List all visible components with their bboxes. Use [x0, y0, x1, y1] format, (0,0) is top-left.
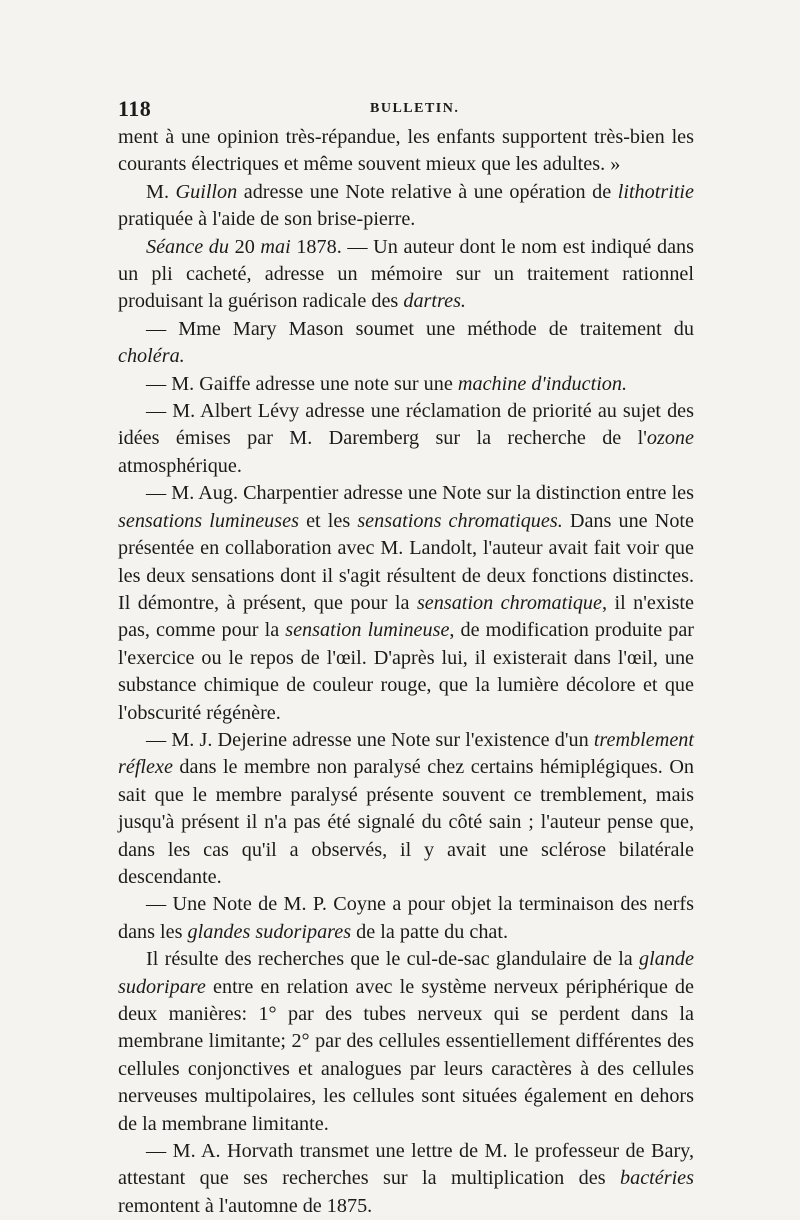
italic-text: machine d'induction.	[457, 372, 628, 395]
text-run: dans le membre non paralysé chez certains hémiplégiques. On sait que le membre paralysé présente souvent ce tremblement, mais jusqu'à présent il n'a pas été signalé du côté sain ; l'auteur pense que, dans les cas qu'il a observés, il y avait une sclérose bilatérale descendante.	[118, 756, 694, 888]
paragraph	[118, 480, 694, 727]
text-run: remontent à l'automne de 1875.	[118, 1194, 373, 1217]
page-header	[118, 96, 694, 122]
italic-text: sensation lumineuse	[285, 619, 450, 642]
paragraph	[118, 124, 694, 179]
text-run: Il résulte des recherches que le cul-de-sac glandulaire de la	[146, 948, 640, 971]
text-run: — M. J. Dejerine adresse une Note sur l'existence d'un	[146, 728, 594, 751]
text-run: pratiquée à l'aide de son brise-pierre.	[118, 208, 416, 231]
italic-text: mai	[260, 235, 291, 258]
body-text	[118, 124, 694, 1220]
paragraph	[118, 891, 694, 946]
text-run: — M. A. Horvath transmet une lettre de M. le professeur de Bary, attestant que ses recherches sur la multiplication des	[118, 1140, 694, 1190]
text-run: et les	[298, 509, 358, 532]
paragraph	[118, 1138, 694, 1220]
text-run: — M. Gaiffe adresse une note sur une	[146, 372, 458, 395]
text-run: 1878. — Un auteur dont le nom est indiqué dans un pli cacheté, adresse un mémoire sur un traitement rationnel produisant la guérison radicale des	[118, 235, 694, 313]
paragraph	[118, 234, 694, 316]
italic-text: glande sudoripare	[118, 948, 694, 998]
paragraph	[118, 316, 694, 371]
text-run: — M. Aug. Charpentier adresse une Note sur la distinction entre les	[146, 482, 694, 505]
paragraph	[118, 727, 694, 891]
text-run: 20	[228, 235, 261, 258]
running-title: BULLETIN.	[370, 101, 460, 116]
paragraph	[118, 398, 694, 480]
italic-text: ozone	[646, 427, 694, 450]
text-run: Dans une Note présentée en collaboration avec M. Landolt, l'auteur avait fait voir que les deux sensations dont il s'agit résultent de deux fonctions distinctes. Il démontre, à présent, que pour la	[118, 509, 694, 614]
italic-text: dartres.	[403, 290, 466, 313]
text-run: ment à une opinion très-répandue, les enfants supportent très-bien les courants électriques et même souvent mieux que les adultes. »	[118, 126, 694, 176]
italic-text: lithotritie	[617, 180, 694, 203]
text-run: , de modification produite par l'exercice ou le repos de l'œil. D'après lui, il existerait dans l'œil, une substance chimique de couleur rouge, que la lumière décolore et que l'obscurité régénère.	[118, 619, 695, 724]
italic-text: Guillon	[175, 180, 238, 203]
page-number: 118	[118, 96, 152, 121]
text-run: de la patte du chat.	[351, 920, 509, 943]
italic-text: sensations lumineuses	[118, 509, 299, 532]
text-run: — M. Albert Lévy adresse une réclamation de priorité au sujet des idées émises par M. Daremberg sur la recherche de l'	[118, 400, 694, 450]
paragraph	[118, 371, 694, 398]
text-run: — Une Note de M. P. Coyne a pour objet la terminaison des nerfs dans les	[118, 893, 694, 943]
text-run: M.	[146, 180, 176, 203]
text-run: atmosphérique.	[118, 454, 242, 477]
text-run: entre en relation avec le système nerveux périphérique de deux manières: 1° par des tubes nerveux qui se perdent dans la membrane limitante; 2° par des cellules essentiellement différentes des cellules conjonctives et analogues par leurs caractères à des cellules nerveuses multipolaires, les cellules sont situées également en dehors de la membrane limitante.	[118, 975, 694, 1135]
paragraph	[118, 946, 694, 1138]
text-run: , il n'existe pas, comme pour la	[118, 591, 694, 642]
italic-text: tremblement réflexe	[118, 728, 694, 779]
italic-text: sensations chromatiques.	[357, 509, 563, 532]
paragraph	[118, 179, 694, 234]
text-run: — Mme Mary Mason soumet une méthode de traitement du	[146, 317, 694, 340]
italic-text: bactéries	[620, 1167, 694, 1190]
italic-text: glandes sudoripares	[187, 920, 352, 943]
italic-text: sensation chromatique	[416, 591, 602, 614]
italic-text: choléra.	[118, 345, 185, 368]
text-run: adresse une Note relative à une opération de	[237, 180, 618, 203]
italic-text: Séance du	[146, 235, 229, 258]
